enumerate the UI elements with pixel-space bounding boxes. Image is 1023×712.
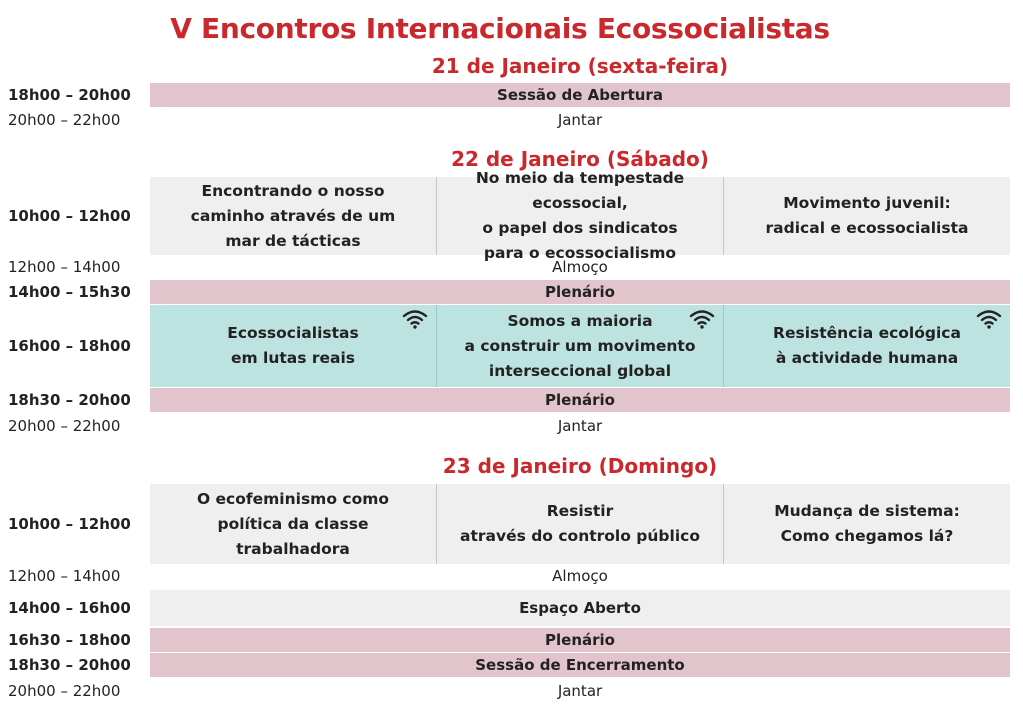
time-slot: 12h00 – 14h00 [8,567,121,585]
time-slot: 20h00 – 22h00 [8,682,121,700]
schedule-row [0,565,1023,587]
session-title: Resistência ecológica à actividade humana [773,324,961,367]
session-group [150,484,1010,564]
schedule-row [0,484,1023,564]
dinner-label: Jantar [557,682,603,700]
wifi-icon [689,309,715,329]
session-title: No meio da tempestade ecossocial, o papel dos sindicatos para o ecossocialismo [475,169,685,262]
page-title: V Encontros Internacionais Ecossocialistas [170,12,830,45]
schedule-row [0,653,1023,677]
time-slot: 20h00 – 22h00 [8,417,121,435]
session-cell [723,305,1010,387]
time-slot: 14h00 – 16h00 [8,599,131,617]
open-space-band: Espaço Aberto [150,590,1010,626]
time-slot: 10h00 – 12h00 [8,515,131,533]
online-session-group [150,305,1010,387]
time-slot: 16h00 – 18h00 [8,337,131,355]
plenary-band: Plenário [150,388,1010,412]
time-slot: 20h00 – 22h00 [8,111,121,129]
schedule-row [0,83,1023,107]
schedule-row [0,414,1023,438]
plenary-band: Plenário [150,628,1010,652]
session-title: Resistir através do controlo público [460,502,700,545]
plenary-band: Plenário [150,280,1010,304]
session-cell [150,177,436,255]
session-cell [436,305,723,387]
session-title: Movimento juvenil: radical e ecossocialista [765,194,969,237]
time-slot: 18h30 – 20h00 [8,391,131,409]
day-heading-22: 22 de Janeiro (Sábado) [451,147,709,171]
session-title: O ecofeminismo como política da classe trabalhadora [196,489,390,558]
session-cell [150,305,436,387]
session-title: Somos a maioria a construir um movimento interseccional global [464,311,696,380]
day-heading-21: 21 de Janeiro (sexta-feira) [431,54,729,78]
closing-session-band: Sessão de Encerramento [150,653,1010,677]
schedule-row [0,388,1023,412]
schedule-row [0,280,1023,304]
wifi-icon [976,309,1002,329]
schedule-row [0,256,1023,278]
time-slot: 10h00 – 12h00 [8,207,131,225]
opening-session-band: Sessão de Abertura [150,83,1010,107]
session-group [150,169,1010,262]
wifi-icon [402,309,428,329]
session-cell [150,484,436,564]
lunch-label: Almoço [552,258,608,276]
time-slot: 14h00 – 15h30 [8,283,131,301]
schedule-row [0,679,1023,703]
lunch-label: Almoço [552,567,608,585]
session-cell [436,169,723,262]
session-cell [723,177,1010,255]
time-slot: 18h00 – 20h00 [8,86,131,104]
session-title: Mudança de sistema: Como chegamos lá? [774,502,960,545]
schedule-row [0,169,1023,262]
schedule-row [0,590,1023,626]
time-slot: 18h30 – 20h00 [8,656,131,674]
time-slot: 12h00 – 14h00 [8,258,121,276]
time-slot: 16h30 – 18h00 [8,631,131,649]
session-cell [723,484,1010,564]
dinner-label: Jantar [557,417,603,435]
session-title: Ecossocialistas em lutas reais [227,324,359,367]
session-cell [436,484,723,564]
day-heading-23: 23 de Janeiro (Domingo) [442,454,718,478]
schedule-row [0,628,1023,652]
session-title: Encontrando o nosso caminho através de um mar de tácticas [190,181,396,250]
schedule-row [0,305,1023,387]
dinner-label: Jantar [557,111,603,129]
schedule-row [0,108,1023,132]
